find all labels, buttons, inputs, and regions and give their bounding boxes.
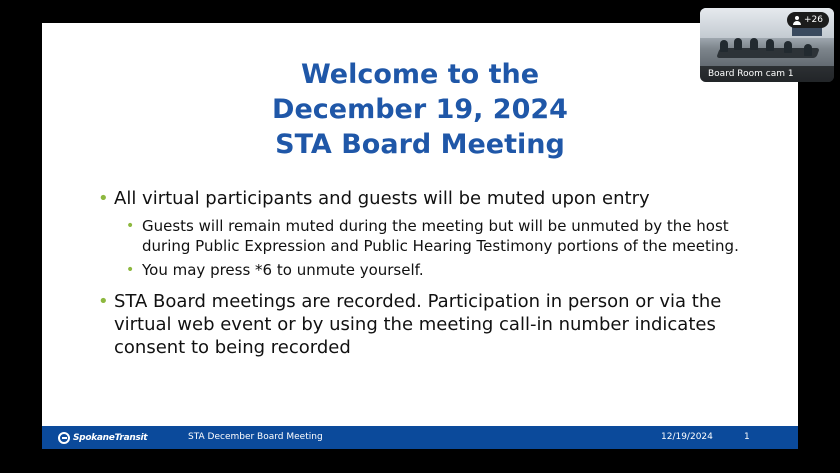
person-icon [793, 16, 801, 25]
slide-title [42, 57, 798, 162]
sub-bullet-item [98, 216, 778, 256]
footer-title: STA December Board Meeting [188, 432, 323, 442]
bullet-marker: • [98, 291, 109, 312]
spokane-transit-logo [58, 431, 147, 445]
presentation-slide [42, 23, 798, 449]
sub-bullet-text: Guests will remain muted during the meeting but will be unmuted by the host during Public Expression and Public Hearing Testimony portions of the meeting. [142, 217, 739, 255]
bullet-text: All virtual participants and guests will be muted upon entry [114, 188, 650, 209]
bullet-marker: • [126, 262, 135, 278]
sub-bullet-item [98, 260, 778, 280]
camera-video-tile[interactable] [700, 8, 834, 82]
bullet-marker: • [126, 218, 135, 234]
logo-text: SpokaneTransit [73, 433, 148, 443]
bullet-marker: • [98, 188, 109, 209]
footer-date: 12/19/2024 [661, 432, 713, 442]
title-line-2: December 19, 2024 [272, 94, 568, 125]
title-line-3: STA Board Meeting [275, 129, 565, 160]
slide-body [98, 187, 778, 365]
bullet-item [98, 290, 778, 359]
participants-count-button[interactable] [787, 12, 829, 28]
slide-footer [42, 426, 798, 449]
title-line-1: Welcome to the [300, 59, 540, 90]
bullet-text: STA Board meetings are recorded. Participation in person or via the virtual web event or by using the meeting call-in number indicates consent to being recorded [114, 291, 722, 358]
participants-count: +26 [804, 15, 823, 25]
bullet-item [98, 187, 778, 210]
sub-bullet-text: You may press *6 to unmute yourself. [142, 261, 424, 279]
footer-page-number: 1 [744, 432, 750, 442]
camera-label: Board Room cam 1 [700, 66, 834, 82]
transit-logo-icon [58, 432, 70, 444]
